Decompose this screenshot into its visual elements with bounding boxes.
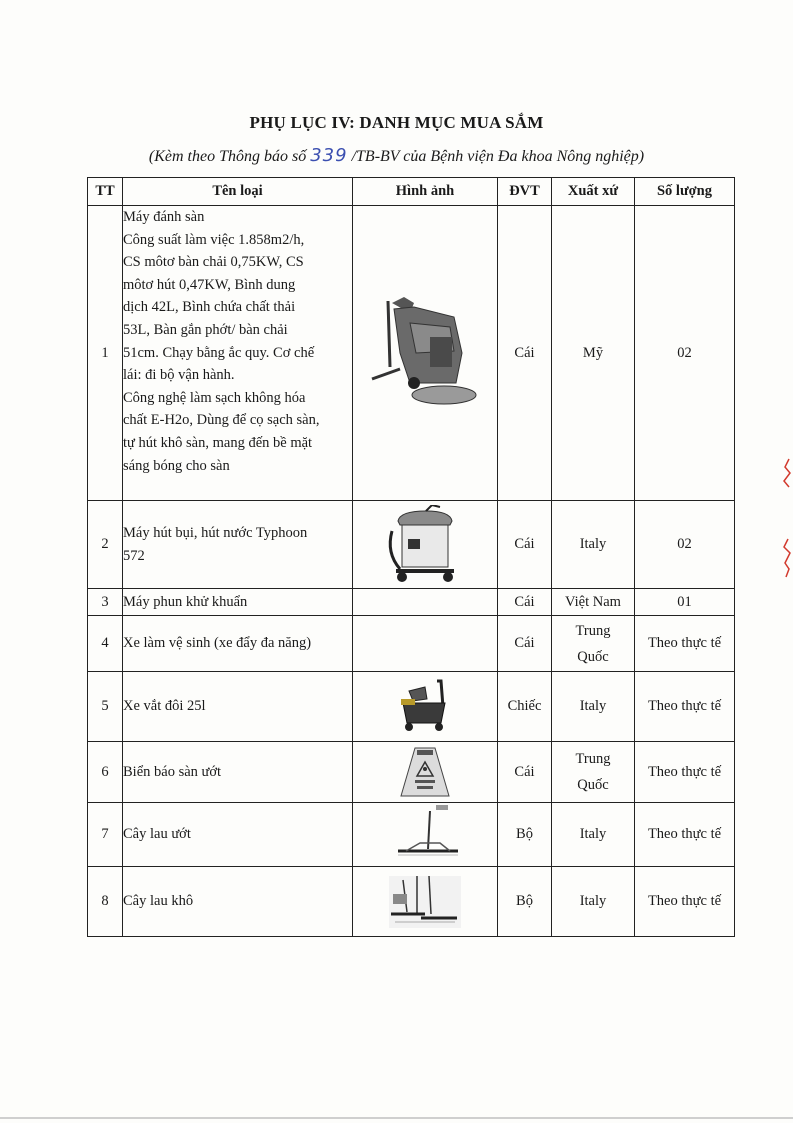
row-number: 3 (88, 589, 123, 616)
quantity-value: Theo thực tế (647, 893, 722, 909)
item-origin (552, 206, 635, 501)
quantity-value: 01 (677, 593, 692, 610)
item-quantity (635, 501, 735, 589)
item-unit: Cái (498, 589, 552, 616)
item-name-line: Cây lau ướt (123, 826, 191, 843)
quantity-value: Theo thực tế (647, 698, 722, 714)
table-row (88, 672, 735, 742)
origin-line: Italy (579, 536, 607, 552)
item-name (123, 501, 353, 589)
item-name-line: chất E-H2o, Dùng để cọ sạch sàn, (123, 412, 320, 429)
quantity-value: 02 (677, 344, 692, 361)
item-name (123, 867, 353, 937)
item-name-line: Xe vắt đôi 25l (123, 698, 206, 715)
item-name-line: Máy hút bụi, hút nước Typhoon (123, 525, 308, 541)
item-unit: Cái (498, 206, 552, 501)
page-title: PHỤ LỤC IV: DANH MỤC MUA SẮM (249, 113, 544, 132)
item-image-cell (353, 742, 498, 803)
page-subtitle (0, 145, 793, 166)
item-name (123, 616, 353, 672)
origin-line: Trung (575, 622, 611, 639)
item-origin (552, 742, 635, 803)
item-name (123, 206, 353, 501)
item-name-line: Máy đánh sàn (123, 209, 205, 225)
item-image-cell (353, 616, 498, 672)
item-image-cell (353, 803, 498, 867)
table-row (88, 803, 735, 867)
item-quantity (635, 867, 735, 937)
quantity-value: Theo thực tế (647, 635, 722, 651)
item-name-line: Máy phun khử khuẩn (123, 593, 248, 610)
table-row (88, 867, 735, 937)
item-image-cell (353, 672, 498, 742)
header-origin: Xuất xứ (552, 178, 635, 206)
origin-line: Italy (579, 698, 607, 714)
item-quantity (635, 742, 735, 803)
item-name-line: môtơ hút 0,47KW, Bình dung (123, 276, 296, 293)
item-origin (552, 501, 635, 589)
quantity-value: Theo thực tế (647, 826, 722, 842)
wet-floor-sign-icon (395, 744, 455, 800)
header-image: Hình ảnh (353, 178, 498, 206)
row-number: 4 (88, 616, 123, 672)
table-row (88, 501, 735, 589)
item-name-line: lái: đi bộ vận hành. (123, 367, 235, 384)
mop-wringer-trolley-icon (395, 677, 455, 737)
table-row (88, 589, 735, 616)
item-image-cell (353, 867, 498, 937)
item-unit: Cái (498, 742, 552, 803)
item-unit: Chiếc (498, 672, 552, 742)
item-unit: Cái (498, 501, 552, 589)
item-image-cell (353, 589, 498, 616)
scan-edge (0, 1117, 793, 1119)
item-name (123, 803, 353, 867)
origin-line: Italy (579, 893, 607, 909)
table-row (88, 742, 735, 803)
item-name-line: sáng bóng cho sàn (123, 457, 230, 474)
item-name (123, 672, 353, 742)
item-name-line: Cây lau khô (123, 893, 194, 910)
item-name (123, 742, 353, 803)
handwritten-number: 339 (310, 145, 348, 166)
item-quantity (635, 206, 735, 501)
item-image-cell (353, 501, 498, 589)
item-quantity (635, 589, 735, 616)
wet-mop-icon (390, 805, 460, 865)
subtitle-suffix: /TB-BV của Bệnh viện Đa khoa Nông nghiệp) (347, 148, 645, 165)
item-name-line: Xe làm vệ sinh (xe đẩy đa năng) (123, 635, 312, 652)
wet-dry-vacuum-icon (380, 505, 470, 585)
row-number: 6 (88, 742, 123, 803)
item-name (123, 589, 353, 616)
item-quantity (635, 616, 735, 672)
origin-line: Quốc (577, 777, 609, 793)
origin-line: Quốc (577, 648, 609, 665)
table-row (88, 616, 735, 672)
header-tt: TT (88, 178, 123, 206)
table-header-row (88, 178, 735, 206)
quantity-value: 02 (677, 536, 692, 552)
row-number: 8 (88, 867, 123, 937)
row-number: 5 (88, 672, 123, 742)
item-name-line: Công nghệ làm sạch không hóa (123, 389, 306, 406)
row-number: 2 (88, 501, 123, 589)
item-origin (552, 803, 635, 867)
stamp-edge-mark (781, 455, 793, 585)
table-row (88, 206, 735, 501)
dry-mop-icon (385, 872, 465, 932)
item-name-line: Công suất làm việc 1.858m2/h, (123, 231, 305, 248)
header-name: Tên loại (123, 178, 353, 206)
header-unit: ĐVT (498, 178, 552, 206)
item-unit: Bộ (498, 867, 552, 937)
item-origin (552, 616, 635, 672)
item-name-line: 53L, Bàn gắn phớt/ bàn chải (123, 321, 288, 338)
procurement-table (87, 177, 735, 937)
quantity-value: Theo thực tế (647, 763, 722, 780)
item-origin (552, 867, 635, 937)
item-origin (552, 672, 635, 742)
item-quantity (635, 672, 735, 742)
item-image-cell (353, 206, 498, 501)
item-name-line: CS môtơ bàn chải 0,75KW, CS (123, 254, 304, 271)
item-origin (552, 589, 635, 616)
item-name-line: tự hút khô sàn, mang đến bề mặt (123, 434, 313, 451)
origin-line: Italy (579, 826, 607, 842)
row-number: 1 (88, 206, 123, 501)
item-name-line: dịch 42L, Bình chứa chất thải (123, 299, 296, 316)
item-unit: Bộ (498, 803, 552, 867)
origin-line: Trung (575, 751, 611, 767)
item-name-line: 51cm. Chạy bằng ắc quy. Cơ chế (123, 344, 315, 361)
subtitle-prefix: (Kèm theo Thông báo số (148, 148, 311, 165)
row-number: 7 (88, 803, 123, 867)
floor-scrubber-icon (370, 293, 480, 413)
item-unit: Cái (498, 616, 552, 672)
item-quantity (635, 803, 735, 867)
item-name-line: Biển báo sàn ướt (123, 763, 222, 780)
header-quantity: Số lượng (635, 178, 735, 206)
origin-line: Mỹ (582, 344, 604, 361)
item-name-line: 572 (123, 547, 145, 564)
origin-line: Việt Nam (565, 593, 621, 610)
